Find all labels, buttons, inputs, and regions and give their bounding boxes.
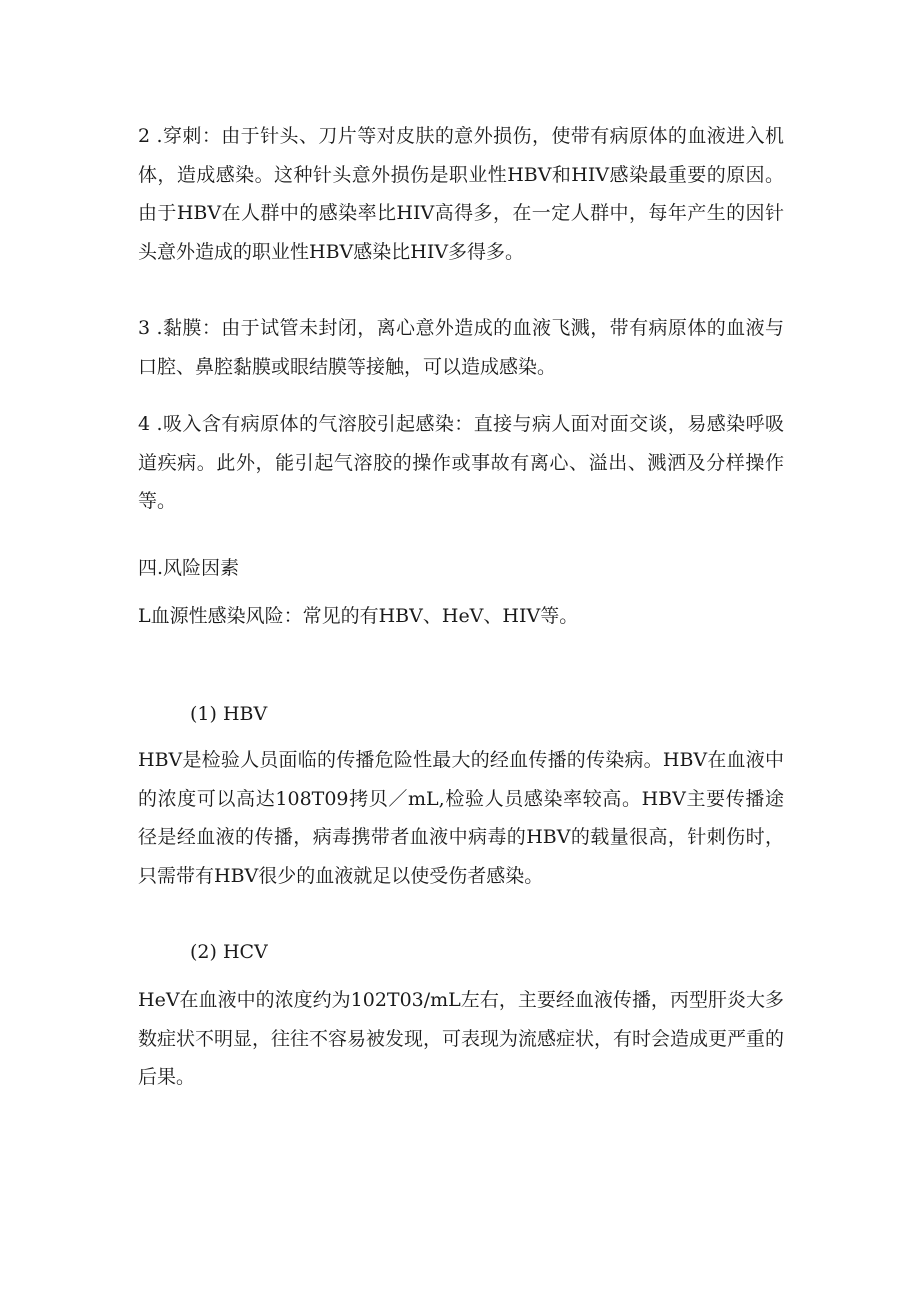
- paragraph-puncture: 2 .穿刺：由于针头、刀片等对皮肤的意外损伤，使带有病原体的血液进入机体，造成感染。这种针头意外损伤是职业性HBV和HIV感染最重要的原因。由于HBV在人群中的感染率比HIV高得多，在一定人群中，每年产生的因针头意外造成的职业性HBV感染比HIV多得多。: [138, 125, 784, 263]
- paragraph-hbv: HBV是检验人员面临的传播危险性最大的经血传播的传染病。HBV在血液中的浓度可以高达108T09拷贝／mL,检验人员感染率较高。HBV主要传播途径是经血液的传播，病毒携带者血液中病毒的HBV的载量很高，针刺伤时，只需带有HBV很少的血液就足以使受伤者感染。: [138, 749, 784, 887]
- subsection-title-hbv: (1) HBV: [190, 703, 268, 725]
- paragraph-hcv: HeV在血液中的浓度约为102T03/mL左右，主要经血液传播，丙型肝炎大多数症状不明显，往往不容易被发现，可表现为流感症状，有时会造成更严重的后果。: [138, 989, 785, 1088]
- paragraph-bloodborne-risk: L血源性感染风险：常见的有HBV、HeV、HIV等。: [138, 605, 579, 627]
- paragraph-aerosol: 4 .吸入含有病原体的气溶胶引起感染：直接与病人面对面交谈，易感染呼吸道疾病。此外，能引起气溶胶的操作或事故有离心、溢出、溅洒及分样操作等。: [138, 413, 784, 512]
- subsection-title-hcv: (2) HCV: [190, 941, 268, 963]
- section-title-risk-factors: 四.风险因素: [138, 557, 240, 579]
- paragraph-mucosa: 3 .黏膜：由于试管未封闭，离心意外造成的血液飞溅，带有病原体的血液与口腔、鼻腔黏膜或眼结膜等接触，可以造成感染。: [138, 317, 784, 378]
